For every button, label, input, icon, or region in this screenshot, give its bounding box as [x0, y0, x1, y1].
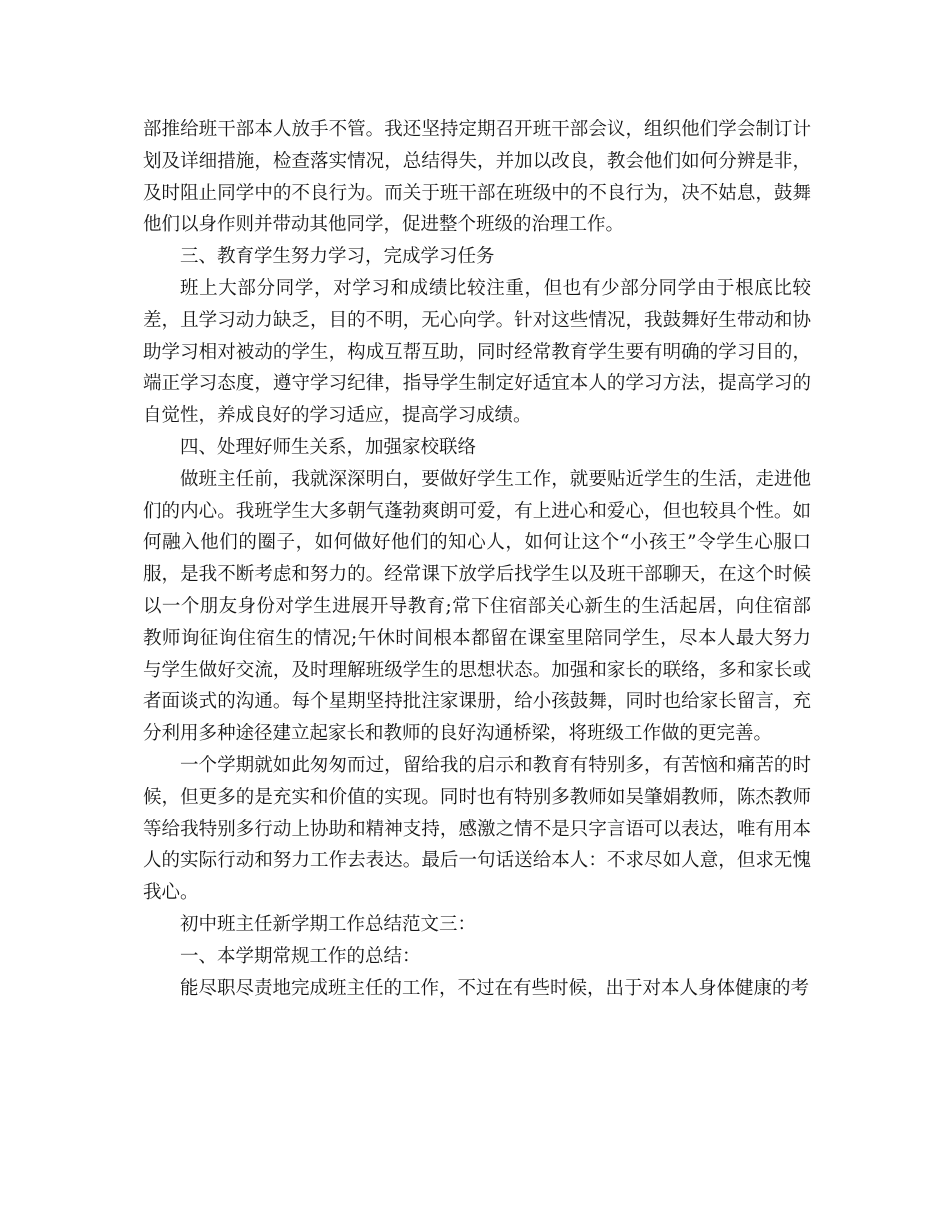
section-heading-one: 一、本学期常规工作的总结：: [180, 945, 421, 967]
paragraph-conclusion: 一个学期就如此匆匆而过，留给我的启示和教育有特别多，有苦恼和痛苦的时候，但更多的是充实和价值的实现。同时也有特别多教师如吴肇娟教师，陈杰教师等给我特别多行动上协助和精神支持，感激之情不是只字言语可以表达，唯有用本人的实际行动和努力工作去表达。最后一句话送给本人：不求尽如人意，但求无愧我心。: [143, 754, 811, 904]
paragraph-relations: 做班主任前，我就深深明白，要做好学生工作，就要贴近学生的生活，走进他们的内心。我班学生大多朝气蓬勃爽朗可爱，有上进心和爱心，但也较具个性。如何融入他们的圈子，如何做好他们的知心人，如何让这个“小孩王”令学生心服口服，是我不断考虑和努力的。经常课下放学后找学生以及班干部聊天，在这个时候以一个朋友身份对学生进展开导教育;常下住宿部关心新生的生活起居，向住宿部教师询征询住宿生的情况;午休时间根本都留在课室里陪同学生，尽本人最大努力与学生做好交流，及时理解班级学生的思想状态。加强和家长的联络，多和家长或者面谈式的沟通。每个星期坚持批注家课册，给小孩鼓舞，同时也给家长留言，充分利用多种途径建立起家长和教师的良好沟通桥梁，将班级工作做的更完善。: [143, 468, 811, 745]
paragraph-study: 班上大部分同学，对学习和成绩比较注重，但也有少部分同学由于根底比较差，且学习动力缺乏，目的不明，无心向学。针对这些情况，我鼓舞好生带动和协助学习相对被动的学生，构成互帮互助，同时经常教育学生要有明确的学习目的，端正学习态度，遵守学习纪律，指导学生制定好适宜本人的学习方法，提高学习的自觉性，养成良好的学习适应，提高学习成绩。: [143, 277, 811, 427]
sample-title-three: 初中班主任新学期工作总结范文三：: [180, 913, 477, 935]
paragraph-continuation: 部推给班干部本人放手不管。我还坚持定期召开班干部会议，组织他们学会制订计划及详细措施，检查落实情况，总结得失，并加以改良，教会他们如何分辨是非，及时阻止同学中的不良行为。而关于班干部在班级中的不良行为，决不姑息，鼓舞他们以身作则并带动其他同学，促进整个班级的治理工作。: [143, 119, 811, 236]
paragraph-routine: 能尽职尽责地完成班主任的工作，不过在有些时候，出于对本人身体健康的考: [180, 977, 810, 999]
document-body: [143, 114, 811, 1004]
section-heading-four: 四、处理好师生关系，加强家校联络: [180, 436, 477, 458]
section-heading-three: 三、教育学生努力学习，完成学习任务: [180, 246, 495, 268]
